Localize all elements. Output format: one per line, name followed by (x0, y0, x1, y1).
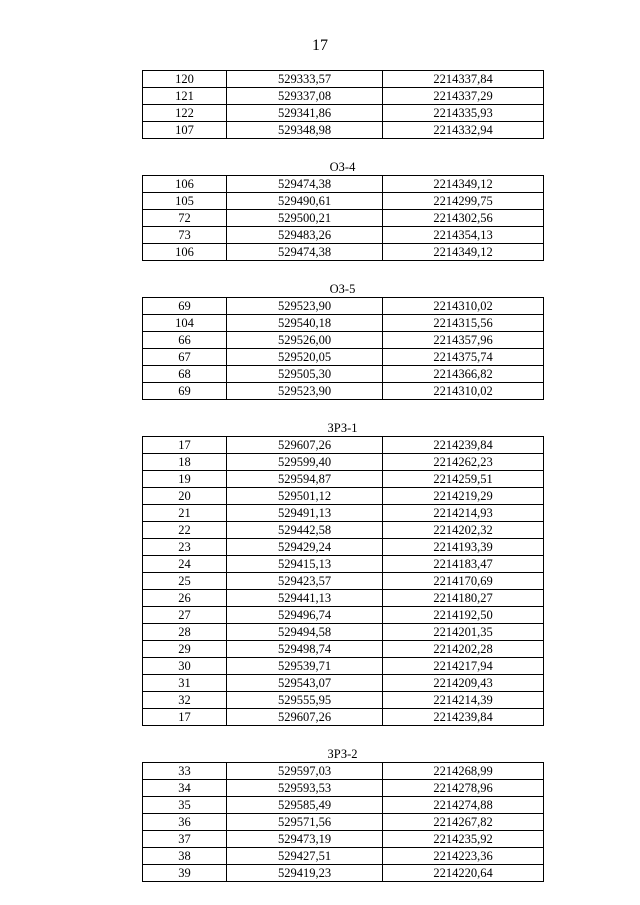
x-coordinate-cell: 529333,57 (227, 71, 383, 88)
y-coordinate-cell: 2214274,88 (383, 797, 544, 814)
y-coordinate-cell: 2214239,84 (383, 709, 544, 726)
point-number-cell: 17 (143, 709, 227, 726)
x-coordinate-cell: 529348,98 (227, 122, 383, 139)
y-coordinate-cell: 2214337,29 (383, 88, 544, 105)
y-coordinate-cell: 2214302,56 (383, 210, 544, 227)
x-coordinate-cell: 529607,26 (227, 437, 383, 454)
x-coordinate-cell: 529543,07 (227, 675, 383, 692)
point-number-cell: 106 (143, 244, 227, 261)
table-row (143, 814, 544, 831)
x-coordinate-cell: 529526,00 (227, 332, 383, 349)
y-coordinate-cell: 2214180,27 (383, 590, 544, 607)
x-coordinate-cell: 529474,38 (227, 176, 383, 193)
point-number-cell: 22 (143, 522, 227, 539)
table-row (143, 366, 544, 383)
y-coordinate-cell: 2214310,02 (383, 383, 544, 400)
x-coordinate-cell: 529341,86 (227, 105, 383, 122)
point-number-cell: 37 (143, 831, 227, 848)
point-number-cell: 33 (143, 763, 227, 780)
y-coordinate-cell: 2214375,74 (383, 349, 544, 366)
y-coordinate-cell: 2214235,92 (383, 831, 544, 848)
table-row (143, 658, 544, 675)
x-coordinate-cell: 529505,30 (227, 366, 383, 383)
x-coordinate-cell: 529498,74 (227, 641, 383, 658)
x-coordinate-cell: 529423,57 (227, 573, 383, 590)
point-number-cell: 20 (143, 488, 227, 505)
point-number-cell: 73 (143, 227, 227, 244)
table-row (143, 831, 544, 848)
point-number-cell: 17 (143, 437, 227, 454)
y-coordinate-cell: 2214170,69 (383, 573, 544, 590)
point-number-cell: 67 (143, 349, 227, 366)
y-coordinate-cell: 2214315,56 (383, 315, 544, 332)
point-number-cell: 26 (143, 590, 227, 607)
x-coordinate-cell: 529427,51 (227, 848, 383, 865)
y-coordinate-cell: 2214262,23 (383, 454, 544, 471)
coordinate-section (142, 159, 543, 277)
x-coordinate-cell: 529494,58 (227, 624, 383, 641)
y-coordinate-cell: 2214239,84 (383, 437, 544, 454)
table-row (143, 607, 544, 624)
table-row (143, 488, 544, 505)
point-number-cell: 19 (143, 471, 227, 488)
x-coordinate-cell: 529599,40 (227, 454, 383, 471)
y-coordinate-cell: 2214310,02 (383, 298, 544, 315)
point-number-cell: 31 (143, 675, 227, 692)
x-coordinate-cell: 529490,61 (227, 193, 383, 210)
table-row (143, 573, 544, 590)
x-coordinate-cell: 529474,38 (227, 244, 383, 261)
y-coordinate-cell: 2214349,12 (383, 244, 544, 261)
point-number-cell: 69 (143, 383, 227, 400)
x-coordinate-cell: 529442,58 (227, 522, 383, 539)
table-row (143, 590, 544, 607)
table-row (143, 437, 544, 454)
y-coordinate-cell: 2214223,36 (383, 848, 544, 865)
x-coordinate-cell: 529540,18 (227, 315, 383, 332)
table-row (143, 865, 544, 882)
table-row (143, 848, 544, 865)
y-coordinate-cell: 2214192,50 (383, 607, 544, 624)
section-spacer (142, 261, 543, 277)
point-number-cell: 39 (143, 865, 227, 882)
table-row (143, 210, 544, 227)
table-row (143, 244, 544, 261)
x-coordinate-cell: 529523,90 (227, 383, 383, 400)
x-coordinate-cell: 529491,13 (227, 505, 383, 522)
coordinate-table (142, 762, 544, 882)
coordinate-section (142, 281, 543, 416)
y-coordinate-cell: 2214349,12 (383, 176, 544, 193)
coordinate-table (142, 436, 544, 726)
y-coordinate-cell: 2214337,84 (383, 71, 544, 88)
point-number-cell: 107 (143, 122, 227, 139)
table-row (143, 505, 544, 522)
x-coordinate-cell: 529337,08 (227, 88, 383, 105)
x-coordinate-cell: 529520,05 (227, 349, 383, 366)
x-coordinate-cell: 529539,71 (227, 658, 383, 675)
section-title: ОЗ-5 (329, 282, 356, 296)
x-coordinate-cell: 529571,56 (227, 814, 383, 831)
coordinate-table (142, 175, 544, 261)
x-coordinate-cell: 529473,19 (227, 831, 383, 848)
point-number-cell: 25 (143, 573, 227, 590)
y-coordinate-cell: 2214335,93 (383, 105, 544, 122)
point-number-cell: 18 (143, 454, 227, 471)
y-coordinate-cell: 2214220,64 (383, 865, 544, 882)
table-row (143, 709, 544, 726)
y-coordinate-cell: 2214332,94 (383, 122, 544, 139)
table-row (143, 227, 544, 244)
x-coordinate-cell: 529419,23 (227, 865, 383, 882)
coordinate-section (142, 70, 543, 155)
y-coordinate-cell: 2214268,99 (383, 763, 544, 780)
point-number-cell: 29 (143, 641, 227, 658)
section-title: ЗРЗ-1 (327, 421, 358, 435)
y-coordinate-cell: 2214217,94 (383, 658, 544, 675)
coordinate-section (142, 746, 543, 882)
table-row (143, 454, 544, 471)
x-coordinate-cell: 529585,49 (227, 797, 383, 814)
section-title: ЗРЗ-2 (327, 747, 358, 761)
y-coordinate-cell: 2214202,32 (383, 522, 544, 539)
x-coordinate-cell: 529500,21 (227, 210, 383, 227)
section-title: ОЗ-4 (329, 160, 356, 174)
point-number-cell: 38 (143, 848, 227, 865)
point-number-cell: 68 (143, 366, 227, 383)
y-coordinate-cell: 2214267,82 (383, 814, 544, 831)
point-number-cell: 106 (143, 176, 227, 193)
x-coordinate-cell: 529441,13 (227, 590, 383, 607)
point-number-cell: 35 (143, 797, 227, 814)
y-coordinate-cell: 2214219,29 (383, 488, 544, 505)
x-coordinate-cell: 529593,53 (227, 780, 383, 797)
x-coordinate-cell: 529483,26 (227, 227, 383, 244)
document-content (142, 70, 543, 882)
y-coordinate-cell: 2214366,82 (383, 366, 544, 383)
table-row (143, 471, 544, 488)
page-number: 17 (312, 37, 328, 54)
y-coordinate-cell: 2214214,39 (383, 692, 544, 709)
y-coordinate-cell: 2214259,51 (383, 471, 544, 488)
point-number-cell: 27 (143, 607, 227, 624)
table-row (143, 641, 544, 658)
coordinate-section (142, 420, 543, 742)
table-row (143, 624, 544, 641)
point-number-cell: 121 (143, 88, 227, 105)
x-coordinate-cell: 529597,03 (227, 763, 383, 780)
x-coordinate-cell: 529523,90 (227, 298, 383, 315)
y-coordinate-cell: 2214202,28 (383, 641, 544, 658)
table-row (143, 122, 544, 139)
point-number-cell: 66 (143, 332, 227, 349)
point-number-cell: 120 (143, 71, 227, 88)
y-coordinate-cell: 2214209,43 (383, 675, 544, 692)
point-number-cell: 34 (143, 780, 227, 797)
x-coordinate-cell: 529496,74 (227, 607, 383, 624)
table-row (143, 349, 544, 366)
section-spacer (142, 400, 543, 416)
x-coordinate-cell: 529429,24 (227, 539, 383, 556)
point-number-cell: 72 (143, 210, 227, 227)
table-row (143, 71, 544, 88)
y-coordinate-cell: 2214299,75 (383, 193, 544, 210)
point-number-cell: 104 (143, 315, 227, 332)
table-row (143, 315, 544, 332)
table-row (143, 332, 544, 349)
point-number-cell: 30 (143, 658, 227, 675)
y-coordinate-cell: 2214201,35 (383, 624, 544, 641)
point-number-cell: 105 (143, 193, 227, 210)
point-number-cell: 32 (143, 692, 227, 709)
y-coordinate-cell: 2214214,93 (383, 505, 544, 522)
point-number-cell: 28 (143, 624, 227, 641)
x-coordinate-cell: 529607,26 (227, 709, 383, 726)
point-number-cell: 21 (143, 505, 227, 522)
x-coordinate-cell: 529415,13 (227, 556, 383, 573)
coordinate-table (142, 70, 544, 139)
table-row (143, 298, 544, 315)
y-coordinate-cell: 2214183,47 (383, 556, 544, 573)
table-row (143, 692, 544, 709)
y-coordinate-cell: 2214193,39 (383, 539, 544, 556)
table-row (143, 193, 544, 210)
table-row (143, 105, 544, 122)
coordinate-table (142, 297, 544, 400)
table-row (143, 675, 544, 692)
x-coordinate-cell: 529501,12 (227, 488, 383, 505)
y-coordinate-cell: 2214278,96 (383, 780, 544, 797)
point-number-cell: 24 (143, 556, 227, 573)
table-row (143, 176, 544, 193)
section-spacer (142, 726, 543, 742)
y-coordinate-cell: 2214354,13 (383, 227, 544, 244)
table-row (143, 780, 544, 797)
point-number-cell: 69 (143, 298, 227, 315)
point-number-cell: 23 (143, 539, 227, 556)
table-row (143, 539, 544, 556)
table-row (143, 383, 544, 400)
table-row (143, 522, 544, 539)
x-coordinate-cell: 529555,95 (227, 692, 383, 709)
point-number-cell: 36 (143, 814, 227, 831)
table-row (143, 556, 544, 573)
table-row (143, 797, 544, 814)
table-row (143, 88, 544, 105)
y-coordinate-cell: 2214357,96 (383, 332, 544, 349)
section-spacer (142, 139, 543, 155)
point-number-cell: 122 (143, 105, 227, 122)
table-row (143, 763, 544, 780)
x-coordinate-cell: 529594,87 (227, 471, 383, 488)
